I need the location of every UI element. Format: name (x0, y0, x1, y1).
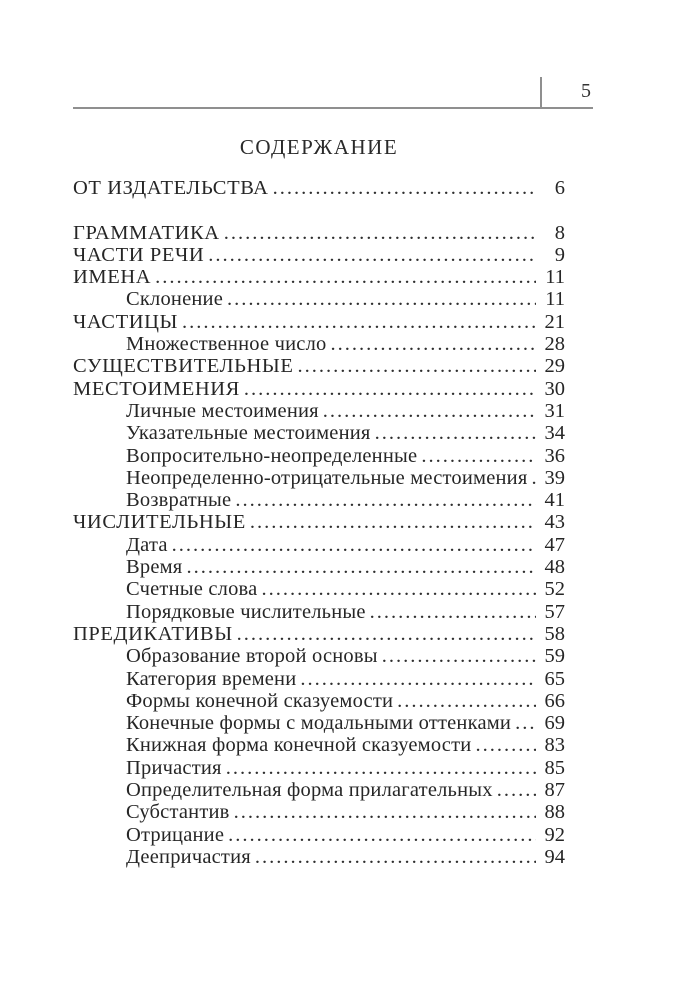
toc-entry-label: Деепричастия (126, 845, 251, 868)
toc-entry-page: 6 (554, 177, 565, 199)
toc-entry-page: 59 (544, 645, 565, 668)
toc-entry-page: 66 (544, 689, 565, 712)
toc-dot-leader (273, 177, 536, 199)
toc-entry (73, 578, 565, 600)
toc-dot-leader (515, 712, 536, 734)
toc-entry-page: 36 (544, 444, 565, 467)
toc-entry-page: 43 (544, 511, 565, 534)
header-rule (73, 107, 593, 109)
toc-entry-label: ЧАСТИЦЫ (73, 310, 178, 333)
toc-entry-label: ПРЕДИКАТИВЫ (73, 622, 233, 645)
toc-list (73, 177, 565, 868)
toc-dot-leader (155, 266, 536, 288)
toc-entry (73, 556, 565, 578)
toc-entry-label: Склонение (126, 288, 224, 311)
toc-entry-label: Причастия (126, 756, 222, 779)
toc-entry-page: 65 (544, 667, 565, 690)
page-number: 5 (581, 80, 591, 102)
toc-entry (73, 333, 565, 355)
toc-dot-leader (244, 378, 536, 400)
toc-dot-leader (208, 244, 536, 266)
toc-entry-page: 41 (544, 489, 565, 512)
toc-entry-label: ИМЕНА (73, 266, 152, 289)
header-divider-tick (540, 77, 542, 107)
toc-dot-leader (235, 489, 536, 511)
toc-entry-page: 47 (544, 533, 565, 556)
toc-entry (73, 467, 565, 489)
toc-entry-page: 88 (544, 801, 565, 824)
toc-entry (73, 779, 565, 801)
toc-entry-page: 31 (544, 399, 565, 422)
toc-dot-leader (397, 690, 536, 712)
toc-entry-page: 11 (545, 266, 565, 289)
toc-content (73, 135, 565, 868)
toc-entry (73, 734, 565, 756)
toc-entry (73, 222, 565, 244)
toc-entry (73, 244, 565, 266)
toc-dot-leader (228, 824, 536, 846)
toc-dot-leader (297, 355, 536, 377)
toc-entry-label: Возвратные (126, 489, 232, 512)
toc-entry-label: Определительная форма прилагательных (126, 779, 493, 802)
toc-entry-page: 83 (544, 734, 565, 757)
toc-entry (73, 311, 565, 333)
toc-dot-leader (421, 445, 536, 467)
toc-dot-leader (475, 734, 536, 756)
toc-entry-label: ЧИСЛИТЕЛЬНЫЕ (73, 511, 246, 534)
toc-entry-label: Множественное число (126, 333, 327, 356)
toc-entry-label: Отрицание (126, 823, 225, 846)
toc-entry-label: Счетные слова (126, 578, 258, 601)
toc-dot-leader (497, 779, 536, 801)
toc-entry (73, 288, 565, 310)
toc-entry-label: Субстантив (126, 801, 230, 824)
toc-entry-page: 57 (544, 600, 565, 623)
toc-dot-leader (382, 645, 536, 667)
toc-entry-label: ЧАСТИ РЕЧИ (73, 243, 205, 266)
toc-entry (73, 645, 565, 667)
toc-dot-leader (330, 333, 536, 355)
toc-entry-label: СУЩЕСТВИТЕЛЬНЫЕ (73, 355, 294, 378)
toc-entry (73, 712, 565, 734)
toc-entry-page: 9 (554, 243, 565, 266)
toc-entry-page: 29 (544, 355, 565, 378)
page-title: СОДЕРЖАНИЕ (239, 135, 399, 159)
toc-entry (73, 378, 565, 400)
toc-dot-leader (375, 422, 536, 444)
toc-dot-leader (255, 846, 536, 868)
toc-entry (73, 445, 565, 467)
toc-entry-page: 58 (544, 622, 565, 645)
toc-entry-page: 8 (554, 221, 565, 244)
toc-entry-page: 28 (544, 333, 565, 356)
toc-dot-leader (172, 534, 536, 556)
toc-entry (73, 177, 565, 199)
toc-entry-page: 87 (544, 779, 565, 802)
toc-entry (73, 824, 565, 846)
toc-entry (73, 601, 565, 623)
toc-entry (73, 623, 565, 645)
toc-entry (73, 801, 565, 823)
toc-entry (73, 355, 565, 377)
toc-dot-leader (250, 511, 536, 533)
toc-entry-label: Категория времени (126, 667, 297, 690)
toc-dot-leader (186, 556, 536, 578)
toc-dot-leader (182, 311, 536, 333)
toc-entry-page: 30 (544, 377, 565, 400)
toc-entry-label: МЕСТОИМЕНИЯ (73, 377, 240, 400)
toc-entry-label: Дата (126, 533, 168, 556)
toc-dot-leader (370, 601, 536, 623)
toc-entry-page: 34 (544, 422, 565, 445)
toc-entry-label: Книжная форма конечной сказуемости (126, 734, 472, 757)
toc-dot-leader (234, 801, 536, 823)
toc-entry-page: 85 (544, 756, 565, 779)
toc-entry-page: 92 (544, 823, 565, 846)
toc-entry-page: 48 (544, 556, 565, 579)
toc-entry (73, 511, 565, 533)
toc-entry (73, 757, 565, 779)
toc-entry-page: 69 (544, 712, 565, 735)
toc-entry-page: 39 (544, 466, 565, 489)
toc-entry-label: Указательные местоимения (126, 422, 371, 445)
toc-dot-leader (323, 400, 536, 422)
toc-entry-label: Личные местоимения (126, 399, 319, 422)
toc-entry (73, 422, 565, 444)
toc-entry (73, 534, 565, 556)
toc-entry-label: Неопределенно-отрицательные местоимения (126, 466, 528, 489)
toc-entry-label: Порядковые числительные (126, 600, 366, 623)
toc-entry-label: Время (126, 556, 183, 579)
toc-dot-leader (224, 222, 536, 244)
toc-entry-label: ГРАММАТИКА (73, 221, 220, 244)
toc-entry-page: 94 (544, 845, 565, 868)
toc-entry (73, 400, 565, 422)
toc-entry-label: ОТ ИЗДАТЕЛЬСТВА (73, 177, 269, 199)
toc-entry-label: Вопросительно-неопределенные (126, 444, 418, 467)
toc-dot-leader (300, 668, 536, 690)
toc-entry (73, 266, 565, 288)
toc-entry-label: Образование второй основы (126, 645, 378, 668)
toc-entry-page: 21 (544, 310, 565, 333)
toc-entry-label: Конечные формы с модальными оттенками (126, 712, 512, 735)
toc-dot-leader (226, 757, 536, 779)
toc-entry-page: 52 (544, 578, 565, 601)
toc-entry (73, 846, 565, 868)
toc-entry (73, 489, 565, 511)
toc-dot-leader (227, 288, 536, 310)
toc-entry-page: 11 (545, 288, 565, 311)
toc-entry (73, 668, 565, 690)
toc-dot-leader (261, 578, 536, 600)
toc-dot-leader (237, 623, 536, 645)
toc-entry-label: Формы конечной сказуемости (126, 689, 394, 712)
toc-entry (73, 690, 565, 712)
